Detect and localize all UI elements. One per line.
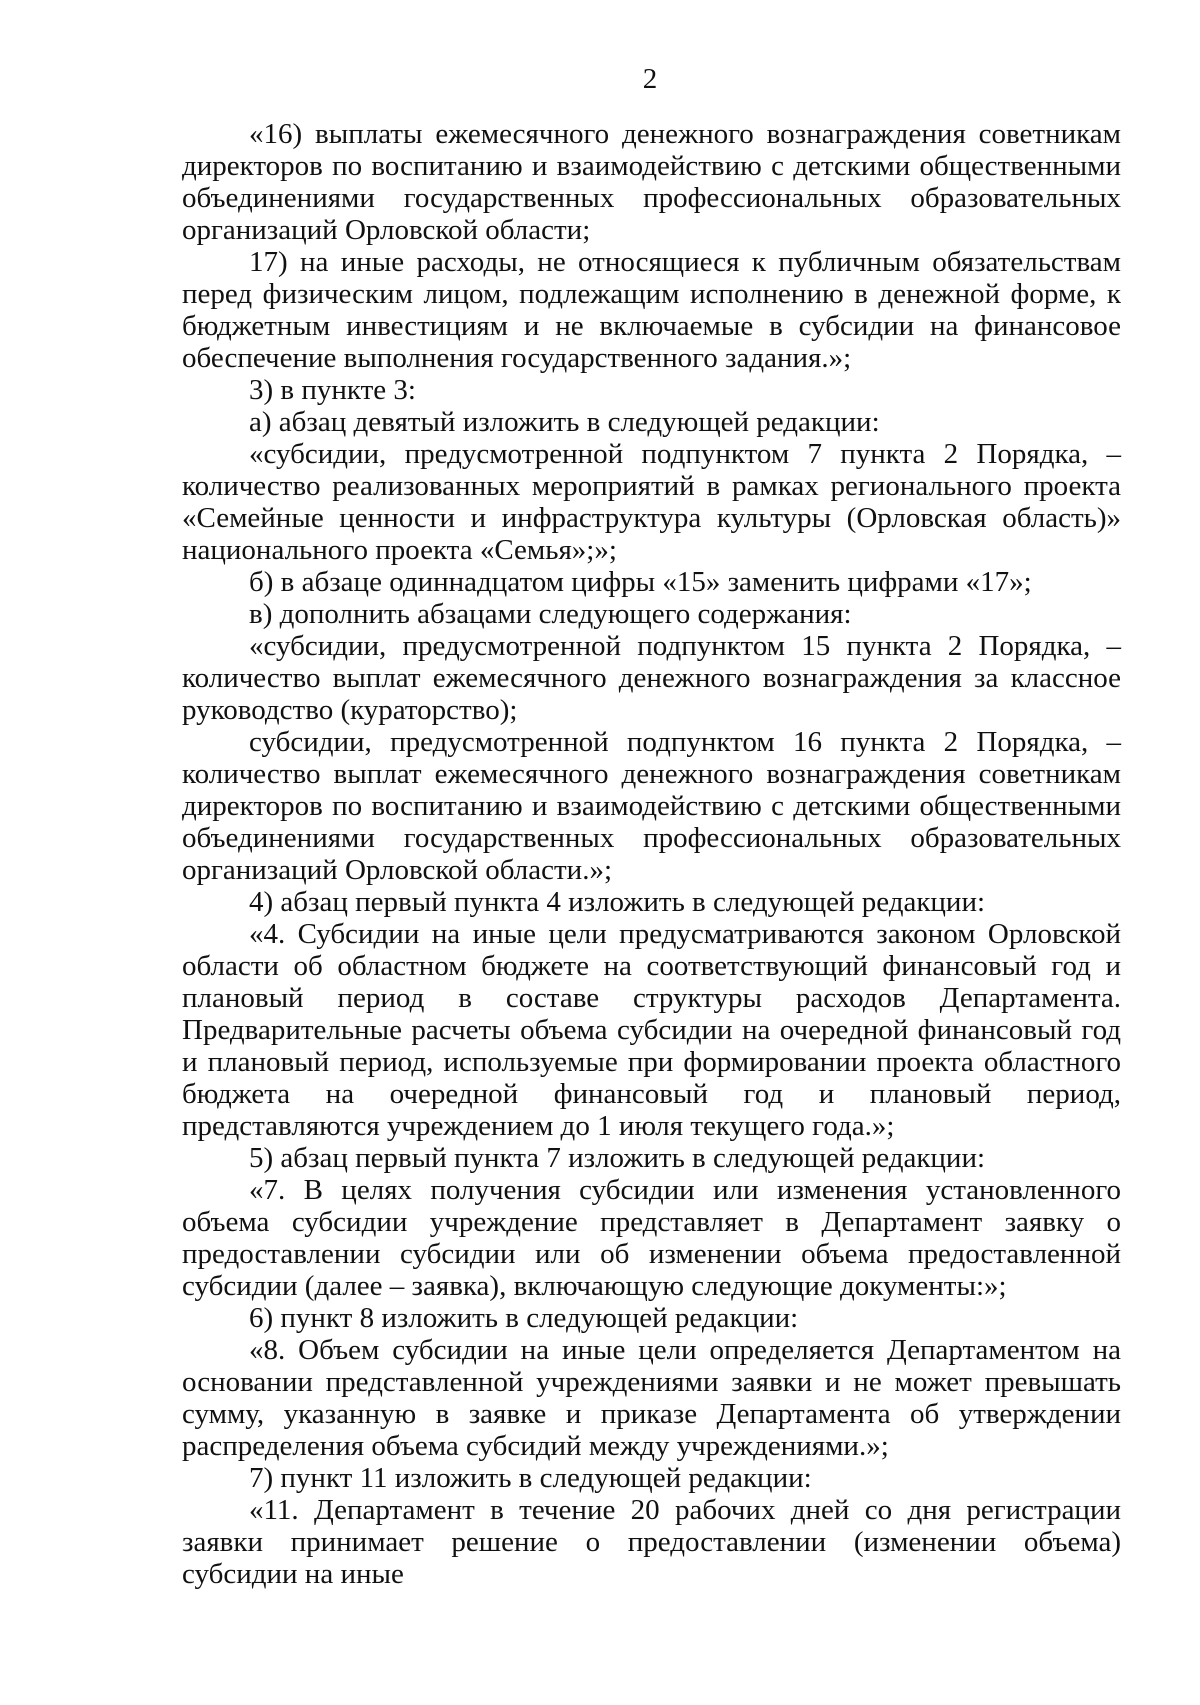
paragraph-item-3b: б) в абзаце одиннадцатом цифры «15» заменить цифрами «17»; (249, 566, 1032, 598)
paragraph-subsidy-subitem-15: «субсидии, предусмотренной подпунктом 15 пункта 2 Порядка, – количество выплат ежемесячного денежного вознаграждения за классное руководство (кураторство); (182, 630, 1121, 726)
document-body (182, 118, 1121, 1590)
paragraph-subsidy-subitem-7: «субсидии, предусмотренной подпунктом 7 пункта 2 Порядка, – количество реализованных мероприятий в рамках регионального проекта «Семейные ценности и инфраструктура культуры (Орловская область)» национального проекта «Семья»;»; (182, 438, 1121, 566)
paragraph-item-11-text: «11. Департамент в течение 20 рабочих дней со дня регистрации заявки принимает решение о предоставлении (изменении объема) субсидии на иные (182, 1494, 1121, 1590)
paragraph-item-5: 5) абзац первый пункта 7 изложить в следующей редакции: (249, 1142, 986, 1174)
paragraph-item-7: 7) пункт 11 изложить в следующей редакции: (249, 1462, 812, 1494)
paragraph-item-3: 3) в пункте 3: (249, 374, 416, 406)
paragraph-16-payments: «16) выплаты ежемесячного денежного вознаграждения советникам директоров по воспитанию и взаимодействию с детскими общественными объединениями государственных профессиональных образовательных организаций Орловской области; (182, 118, 1121, 246)
paragraph-item-4-text: «4. Субсидии на иные цели предусматриваются законом Орловской области об областном бюджете на соответствующий финансовый год и плановый период в составе структуры расходов Департамента. Предварительные расчеты объема субсидии на очередной финансовый год и плановый период, используемые при формировании проекта областного бюджета на очередной финансовый год и плановый период, представляются учреждением до 1 июля текущего года.»; (182, 918, 1121, 1142)
paragraph-item-4: 4) абзац первый пункта 4 изложить в следующей редакции: (249, 886, 986, 918)
paragraph-17-other-expenses: 17) на иные расходы, не относящиеся к публичным обязательствам перед физическим лицом, подлежащим исполнению в денежной форме, к бюджетным инвестициям и не включаемые в субсидии на финансовое обеспечение выполнения государственного задания.»; (182, 246, 1121, 374)
paragraph-subsidy-subitem-16: субсидии, предусмотренной подпунктом 16 пункта 2 Порядка, – количество выплат ежемесячного денежного вознаграждения советникам директоров по воспитанию и взаимодействию с детскими общественными объединениями государственных профессиональных образовательных организаций Орловской области.»; (182, 726, 1121, 886)
page-number: 2 (642, 63, 658, 95)
paragraph-item-7-text: «7. В целях получения субсидии или изменения установленного объема субсидии учреждение представляет в Департамент заявку о предоставлении субсидии или об изменении объема предоставленной субсидии (далее – заявка), включающую следующие документы:»; (182, 1174, 1121, 1302)
paragraph-item-6: 6) пункт 8 изложить в следующей редакции: (249, 1302, 799, 1334)
paragraph-item-8-text: «8. Объем субсидии на иные цели определяется Департаментом на основании представленной учреждениями заявки и не может превышать сумму, указанную в заявке и приказе Департамента об утверждении распределения объема субсидий между учреждениями.»; (182, 1334, 1121, 1462)
paragraph-item-3v: в) дополнить абзацами следующего содержания: (249, 598, 852, 630)
paragraph-item-3a: а) абзац девятый изложить в следующей редакции: (249, 406, 880, 438)
